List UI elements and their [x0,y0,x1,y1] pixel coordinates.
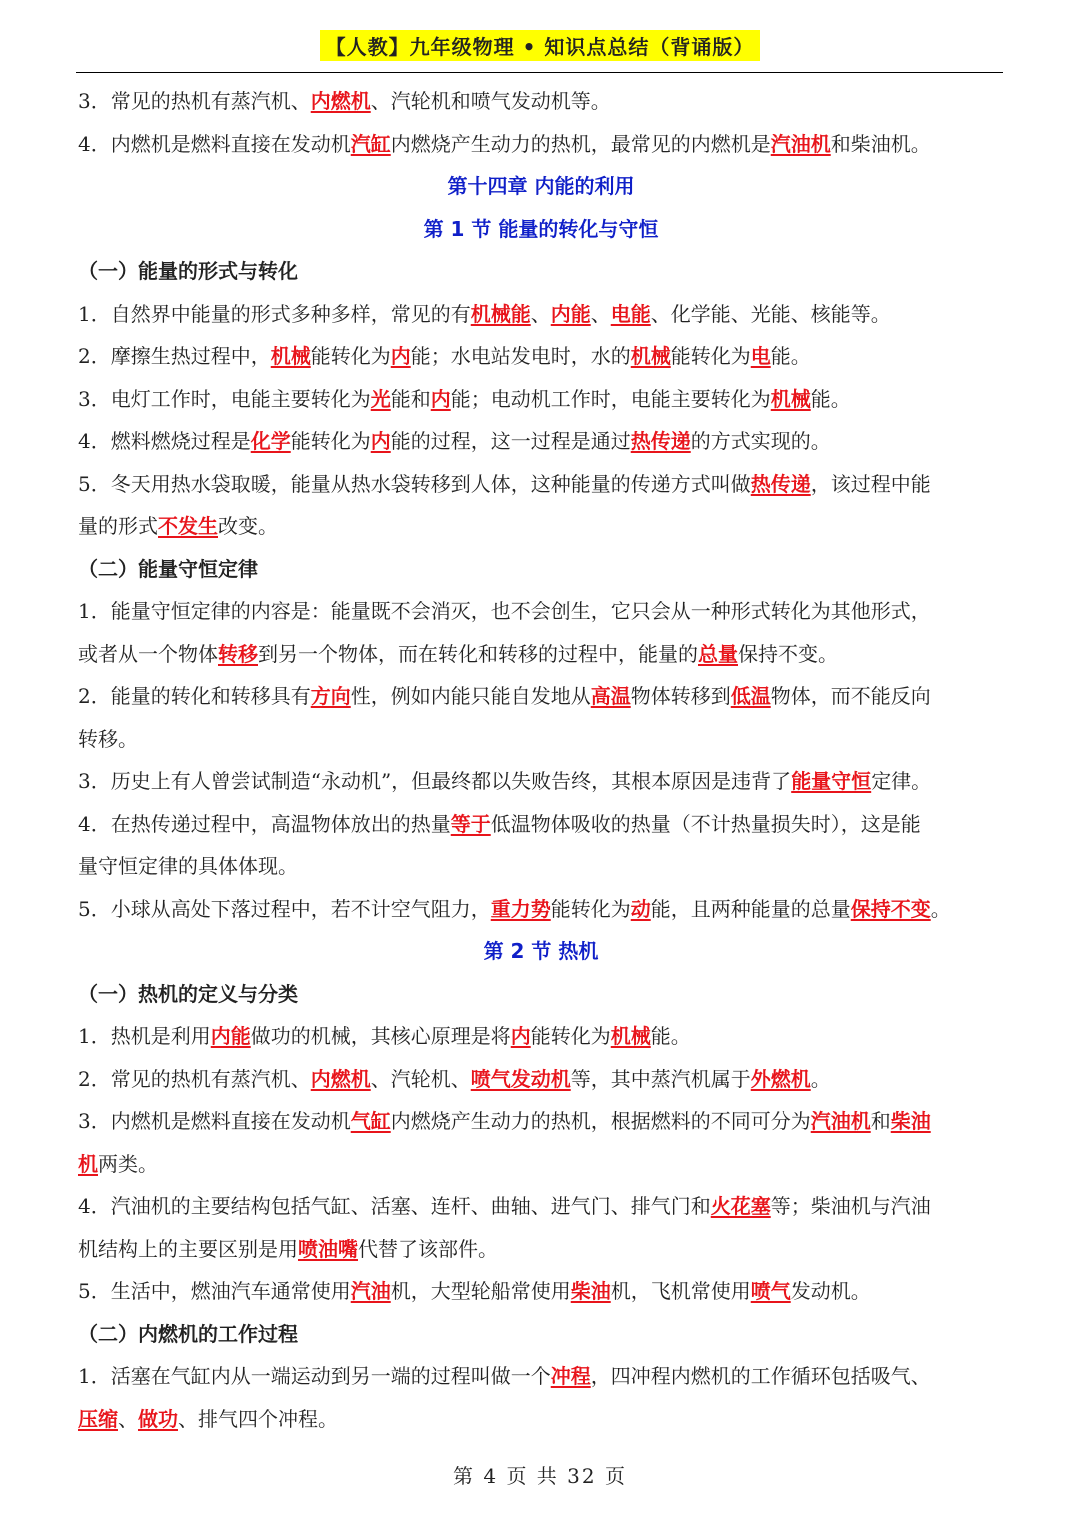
key-term: 内 [370,429,391,453]
text-segment: 和柴油机。 [830,131,931,156]
key-term: 热传递 [750,471,811,496]
key-term: 内 [390,344,411,368]
key-term: 保持不变 [850,896,931,921]
text-segment: 能转化为 [530,1024,611,1048]
text-segment: 4．燃料燃烧过程是 [78,429,251,453]
subsection-heading [78,1313,1004,1356]
text-segment: 能。 [810,386,851,411]
text-segment: 2．能量的转化和转移具有 [78,684,311,708]
text-segment: 等；柴油机与汽油 [770,1194,931,1218]
subsection-heading [78,973,1004,1016]
text-segment: ，该过程中能 [810,471,931,496]
key-term: 机械 [770,386,811,411]
text-segment: 1．能量守恒定律的内容是：能量既不会消灭，也不会创生，它只会从一种形式转化为其他形式， [78,599,931,623]
text-segment: 或者从一个物体 [78,641,218,666]
key-term: 等于 [450,811,491,836]
text-segment: 物体，而不能反向 [770,684,931,708]
text-segment: 能；水电站发电时，水的 [410,344,631,368]
text-segment: 发动机。 [790,1279,871,1303]
text-segment: 。 [810,1066,831,1091]
text-segment: 转移。 [78,726,138,751]
text-segment: 机，飞机常使用 [610,1279,751,1303]
text-segment: 到另一个物体，而在转化和转移的过程中，能量的 [258,641,698,666]
key-term: 热传递 [630,429,691,453]
key-term: 电 [750,344,771,368]
section-heading [78,208,1004,251]
key-term: 机械 [630,344,671,368]
key-term: 机械 [270,344,311,368]
document-title: 【人教】九年级物理 • 知识点总结（背诵版） [320,30,761,61]
key-term: 汽油机 [770,131,831,156]
list-item [78,123,1004,166]
text-segment: 4．汽油机的主要结构包括气缸、活塞、连杆、曲轴、进气门、排气门和 [78,1194,711,1218]
list-item [78,1270,1004,1313]
text-segment: 能。 [650,1024,691,1048]
text-segment: 代替了该部件。 [358,1236,498,1261]
key-term: 内 [510,1024,531,1048]
text-segment: 5．生活中，燃油汽车通常使用 [78,1279,351,1303]
key-term: 总量 [698,641,738,666]
text-segment: 第 2 节 热机 [483,939,599,963]
text-segment: 能，且两种能量的总量 [650,896,851,921]
text-segment: 3．内燃机是燃料直接在发动机 [78,1109,351,1133]
key-term: 方向 [310,684,351,708]
text-segment: 1．自然界中能量的形式多种多样，常见的有 [78,301,471,326]
text-segment: 、汽轮机和喷气发动机等。 [370,89,611,113]
text-segment: （一）能量的形式与转化 [78,259,298,283]
text-segment: 低温物体吸收的热量（不计热量损失时），这是能 [490,811,921,836]
text-segment: 改变。 [218,514,278,538]
text-segment: 量的形式 [78,514,158,538]
chapter-heading [78,165,1004,208]
text-segment: 保持不变。 [738,641,838,666]
text-segment: 机，大型轮船常使用 [390,1279,571,1303]
list-item [78,760,1004,803]
text-segment: （二）能量守恒定律 [78,556,258,581]
text-segment: 第 1 节 能量的转化与守恒 [423,216,659,241]
key-term: 冲程 [550,1364,591,1388]
key-term: 内燃机 [310,1066,371,1091]
text-segment: 第十四章 内能的利用 [447,174,635,198]
text-segment: 3．电灯工作时，电能主要转化为 [78,386,371,411]
text-segment: 、排气四个冲程。 [178,1406,338,1431]
text-segment: 能转化为 [310,344,391,368]
key-term: 机械 [610,1024,651,1048]
key-term: 内燃机 [310,89,371,113]
text-segment: 2．常见的热机有蒸汽机、 [78,1066,311,1091]
text-segment: 的方式实现的。 [690,429,831,453]
list-item [78,803,1004,846]
key-term: 光 [370,386,391,411]
text-segment: （一）热机的定义与分类 [78,981,298,1006]
key-term: 内 [430,386,451,411]
text-segment: 4．内燃机是燃料直接在发动机 [78,131,351,156]
key-term: 柴油 [890,1109,931,1133]
key-term: 不发生 [158,514,218,538]
key-term: 喷气发动机 [470,1066,571,1091]
key-term: 重力势 [490,896,551,921]
key-term: 电能 [610,301,651,326]
text-segment: 两类。 [98,1151,158,1176]
text-segment: 性，例如内能只能自发地从 [350,684,591,708]
key-term: 火花塞 [710,1194,771,1218]
subsection-heading [78,250,1004,293]
list-item-cont [78,505,1004,548]
key-term: 内能 [550,301,591,326]
list-item [78,1355,1004,1398]
key-term: 喷油嘴 [298,1236,358,1261]
list-item [78,293,1004,336]
list-item [78,675,1004,718]
text-segment: 3．历史上有人曾尝试制造“永动机”，但最终都以失败告终，其根本原因是违背了 [78,769,792,793]
text-segment: 量守恒定律的具体体现。 [78,854,298,878]
text-segment: （二）内燃机的工作过程 [78,1321,298,1346]
list-item-cont [78,845,1004,888]
key-term: 外燃机 [750,1066,811,1091]
key-term: 柴油 [570,1279,611,1303]
key-term: 低温 [730,684,771,708]
text-segment: 、汽轮机、 [370,1066,471,1091]
text-segment: 4．在热传递过程中，高温物体放出的热量 [78,811,451,836]
text-segment: 、化学能、光能、核能等。 [650,301,891,326]
text-segment: 1．活塞在气缸内从一端运动到另一端的过程叫做一个 [78,1364,551,1388]
text-segment: 、 [530,301,551,326]
text-segment: 能转化为 [550,896,631,921]
text-segment: 做功的机械，其核心原理是将 [250,1024,511,1048]
list-item [78,1100,1004,1143]
list-item [78,1058,1004,1101]
text-segment: 、 [118,1406,138,1431]
list-item [78,80,1004,123]
text-segment: 能转化为 [290,429,371,453]
text-segment: 能的过程，这一过程是通过 [390,429,631,453]
text-segment: 物体转移到 [630,684,731,708]
key-term: 喷气 [750,1279,791,1303]
text-segment: 2．摩擦生热过程中， [78,344,271,368]
list-item-cont [78,1228,1004,1271]
list-item [78,1015,1004,1058]
text-segment: 能；电动机工作时，电能主要转化为 [450,386,771,411]
text-segment: 等，其中蒸汽机属于 [570,1066,751,1091]
key-term: 化学 [250,429,291,453]
key-term: 压缩 [78,1406,118,1431]
list-item-cont [78,633,1004,676]
list-item [78,463,1004,506]
key-term: 能量守恒 [791,769,872,793]
key-term: 机 [78,1151,98,1176]
text-segment: 、 [590,301,611,326]
document-body [78,80,1004,1440]
list-item [78,335,1004,378]
list-item-cont [78,1398,1004,1441]
key-term: 高温 [590,684,631,708]
text-segment: 能。 [770,344,811,368]
text-segment: 内燃烧产生动力的热机，根据燃料的不同可分为 [390,1109,811,1133]
key-term: 汽油 [350,1279,391,1303]
text-segment: 能和 [390,386,431,411]
header-divider [76,72,1003,73]
list-item [78,420,1004,463]
key-term: 汽缸 [350,131,391,156]
text-segment: 5．小球从高处下落过程中，若不计空气阻力， [78,896,491,921]
list-item-cont [78,718,1004,761]
key-term: 内能 [210,1024,251,1048]
text-segment: 1．热机是利用 [78,1024,211,1048]
page-header [0,30,1080,61]
key-term: 转移 [218,641,258,666]
text-segment: 能转化为 [670,344,751,368]
section-heading [78,930,1004,973]
text-segment: 5．冬天用热水袋取暖，能量从热水袋转移到人体，这种能量的传递方式叫做 [78,471,751,496]
text-segment: 3．常见的热机有蒸汽机、 [78,89,311,113]
list-item [78,590,1004,633]
text-segment: 机结构上的主要区别是用 [78,1236,298,1261]
subsection-heading [78,548,1004,591]
page-number: 第 4 页 共 32 页 [453,1464,627,1488]
text-segment: 。 [930,896,951,921]
key-term: 机械能 [470,301,531,326]
text-segment: 和 [870,1109,891,1133]
text-segment: 定律。 [871,769,932,793]
list-item [78,378,1004,421]
text-segment: ，四冲程内燃机的工作循环包括吸气、 [590,1364,931,1388]
key-term: 动 [630,896,651,921]
key-term: 汽油机 [810,1109,871,1133]
list-item [78,888,1004,931]
list-item [78,1185,1004,1228]
text-segment: 内燃烧产生动力的热机，最常见的内燃机是 [390,131,771,156]
key-term: 做功 [138,1406,178,1431]
list-item-cont [78,1143,1004,1186]
key-term: 气缸 [350,1109,391,1133]
